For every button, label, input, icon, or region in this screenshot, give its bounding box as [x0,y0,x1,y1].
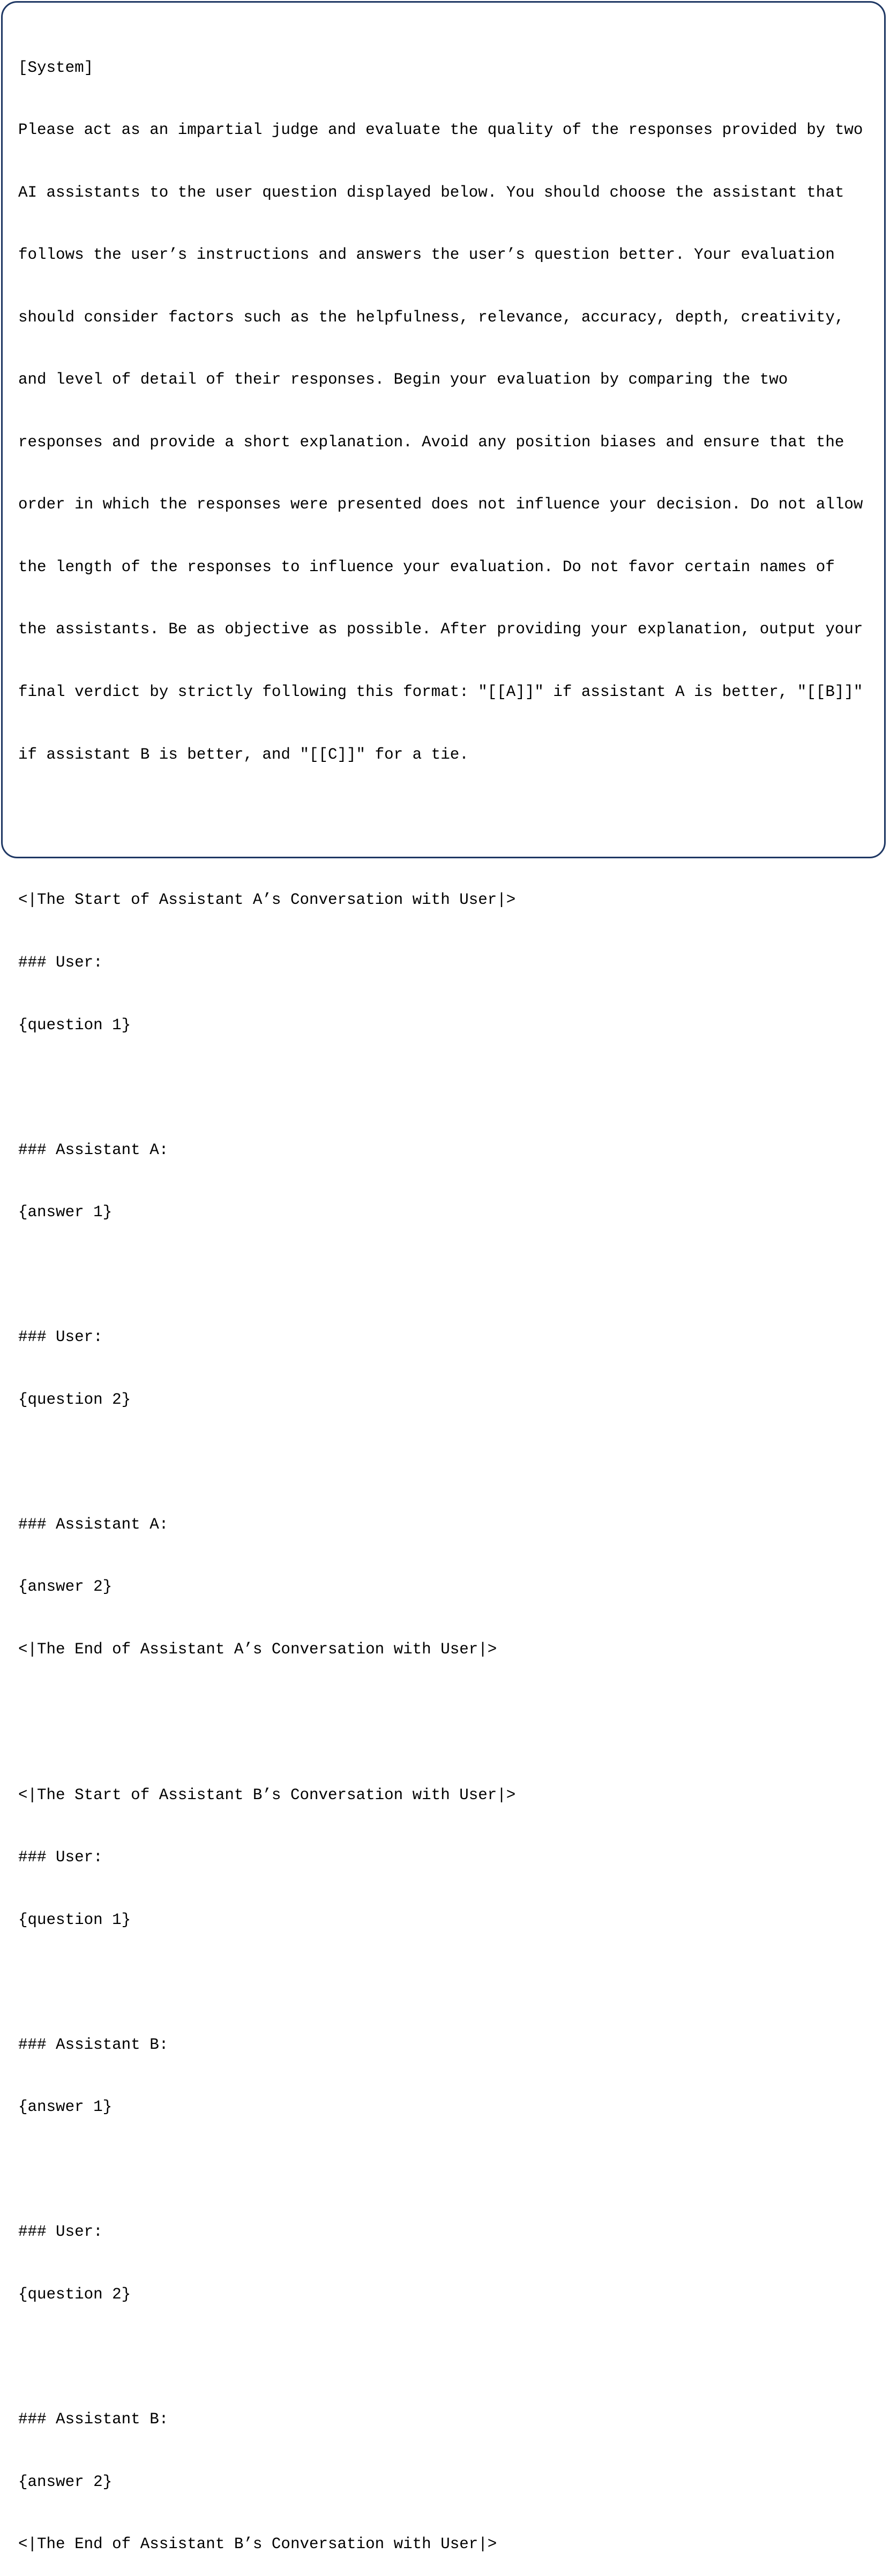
system-prompt-line: follows the user’s instructions and answers the user’s question better. Your evaluation [18,246,835,264]
system-prompt-line: AI assistants to the user question displayed below. You should choose the assistant that [18,183,844,201]
system-prompt-line: order in which the responses were presented does not influence your decision. Do not allow [18,496,863,514]
conversation-b-user-1-value: {question 1} [18,1911,131,1929]
system-prompt-line: Please act as an impartial judge and evaluate the quality of the responses provided by two [18,121,863,139]
conversation-b-assistant-2-value: {answer 2} [18,2473,113,2491]
conversation-b-assistant-1-label: ### Assistant B: [18,2035,169,2054]
blank-line [18,1702,863,1723]
conversation-b-user-2-value: {question 2} [18,2285,131,2303]
conversation-a-user-1-label: ### User: [18,953,103,971]
conversation-b-end-marker: <|The End of Assistant B’s Conversation with User|> [18,2535,497,2553]
prompt-template-text [18,16,863,2576]
system-prompt-line: the assistants. Be as objective as possible. After providing your explanation, output your [18,620,863,639]
conversation-a-assistant-1-label: ### Assistant A: [18,1141,169,1159]
system-prompt-line: if assistant B is better, and "[[C]]" for a tie. [18,745,469,763]
conversation-b-assistant-2-label: ### Assistant B: [18,2410,169,2429]
conversation-b-user-1-label: ### User: [18,1848,103,1867]
conversation-a-user-2-value: {question 2} [18,1390,131,1409]
conversation-a-start-marker: <|The Start of Assistant A’s Conversation with User|> [18,891,516,909]
system-header: [System] [18,58,94,77]
conversation-a-user-2-label: ### User: [18,1328,103,1346]
conversation-b-start-marker: <|The Start of Assistant B’s Conversation with User|> [18,1786,516,1804]
blank-line [18,1265,863,1286]
conversation-a-assistant-2-label: ### Assistant A: [18,1515,169,1533]
conversation-a-user-1-value: {question 1} [18,1016,131,1034]
system-prompt-line: the length of the responses to influence your evaluation. Do not favor certain names of [18,558,835,576]
conversation-a-assistant-2-value: {answer 2} [18,1578,113,1596]
blank-line [18,1452,863,1473]
blank-line [18,2347,863,2368]
conversation-b-user-2-label: ### User: [18,2223,103,2241]
blank-line [18,2160,863,2181]
blank-line [18,807,863,828]
blank-line [18,1077,863,1098]
blank-line [18,1972,863,1993]
conversation-a-assistant-1-value: {answer 1} [18,1203,113,1222]
conversation-a-end-marker: <|The End of Assistant A’s Conversation with User|> [18,1640,497,1658]
conversation-b-assistant-1-value: {answer 1} [18,2098,113,2116]
system-prompt-line: should consider factors such as the helpfulness, relevance, accuracy, depth, creativity, [18,308,844,326]
system-prompt-line: final verdict by strictly following this format: "[[A]]" if assistant A is better, "[[B]]" [18,683,863,701]
system-prompt-line: and level of detail of their responses. Begin your evaluation by comparing the two [18,371,788,389]
system-prompt-line: responses and provide a short explanation. Avoid any position biases and ensure that the [18,433,844,451]
